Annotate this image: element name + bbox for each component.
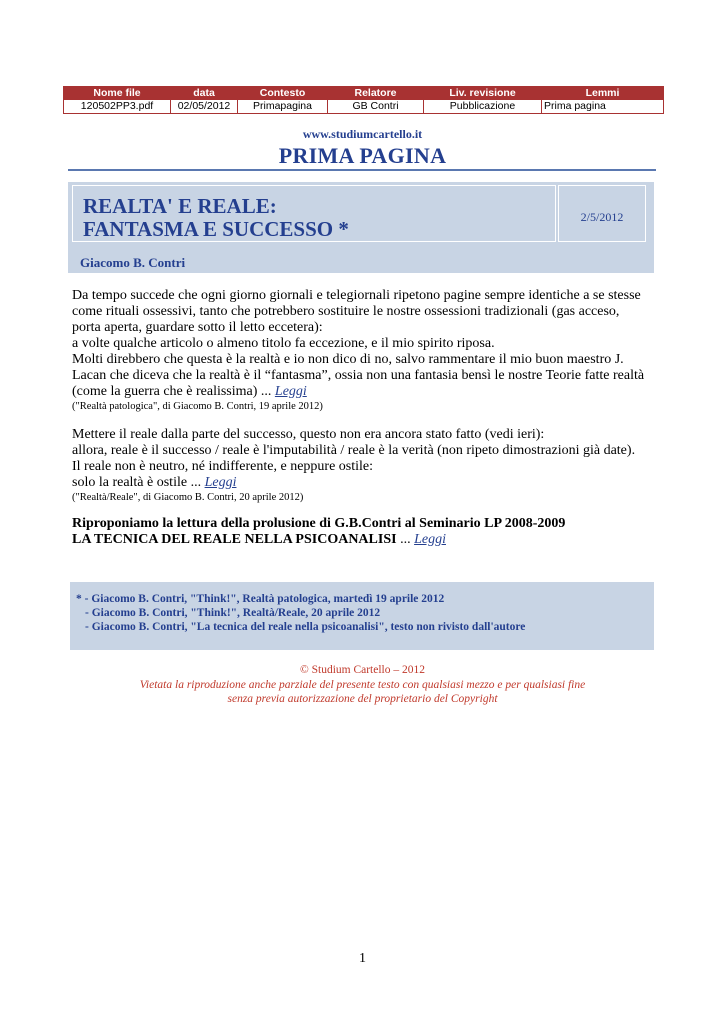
leggi-link-1[interactable]: Leggi — [274, 384, 307, 399]
title-cell — [72, 185, 556, 242]
cell-contesto: Primapagina — [238, 100, 328, 114]
leggi-link-3[interactable]: Leggi — [414, 532, 446, 547]
paragraph-1-line: Da tempo succede che ogni giorno giornali e telegiornali ripetono pagine sempre identiche a se stesse — [72, 288, 641, 303]
article-header-box — [68, 182, 654, 273]
paragraph-2-last-text: solo la realtà è ostile ... — [72, 475, 202, 490]
article-author: Giacomo B. Contri — [80, 255, 186, 270]
paragraph-1-source: ("Realtà patologica", di Giacomo B. Contri, 19 aprile 2012) — [72, 401, 323, 412]
metadata-row — [64, 100, 664, 114]
site-url[interactable]: www.studiumcartello.it — [302, 127, 423, 141]
cell-relatore: GB Contri — [328, 100, 424, 114]
paragraph-2 — [72, 427, 662, 505]
paragraph-2-line: Il reale non è neutro, né indifferente, e neppure ostile: — [72, 459, 374, 474]
notes-box — [70, 582, 654, 650]
riproponiamo-title: LA TECNICA DEL REALE NELLA PSICOANALISI — [72, 532, 397, 547]
riproponiamo-line2 — [72, 532, 662, 548]
article-title-line2: FANTASMA E SUCCESSO * — [83, 217, 349, 241]
cell-liv-revisione: Pubblicazione — [424, 100, 542, 114]
paragraph-2-source: ("Realtà/Reale", di Giacomo B. Contri, 20 aprile 2012) — [72, 492, 304, 503]
paragraph-1-line: porta aperta, guardare sotto il letto eccetera): — [72, 320, 323, 335]
cell-data: 02/05/2012 — [171, 100, 238, 114]
cell-nome-file: 120502PP3.pdf — [64, 100, 171, 114]
note-item: - Giacomo B. Contri, "Think!", Realtà/Reale, 20 aprile 2012 — [85, 607, 381, 619]
metadata-table — [63, 86, 664, 114]
paragraph-1-line: come rituali ossessivi, tanto che potrebbero sostituire le nostre ossessioni tradizionali (gas acceso, — [72, 304, 620, 319]
header-nome-file: Nome file — [64, 87, 171, 100]
paragraph-1-line: Lacan che diceva che la realtà è il “fantasma”, ossia non una fantasia bensì le nostre Teorie fatte realtà — [72, 368, 645, 383]
riproponiamo-ellipsis: ... — [400, 532, 411, 547]
section-title: PRIMA PAGINA — [278, 143, 447, 168]
paragraph-1-line: a volte qualche articolo o almeno titolo fa eccezione, e il mio spirito riposa. — [72, 336, 495, 351]
paragraph-1 — [72, 288, 662, 414]
paragraph-1-last-text: (come la guerra che è realissima) ... — [72, 384, 272, 399]
paragraph-2-last-line — [72, 475, 662, 491]
cell-lemmi: Prima pagina — [542, 100, 664, 114]
header-liv-revisione: Liv. revisione — [424, 87, 542, 100]
copyright-warning-line2: senza previa autorizzazione del proprietario del Copyright — [227, 693, 498, 705]
header-contesto: Contesto — [238, 87, 328, 100]
section-divider — [68, 169, 656, 171]
leggi-link-2[interactable]: Leggi — [204, 475, 237, 490]
paragraph-1-last-line — [72, 384, 662, 400]
page-number: 1 — [359, 951, 366, 966]
copyright: © Studium Cartello – 2012 — [299, 664, 425, 676]
paragraph-2-line: Mettere il reale dalla parte del successo, questo non era ancora stato fatto (vedi ieri): — [72, 427, 545, 442]
riproponiamo-block — [72, 516, 662, 548]
copyright-warning-line1: Vietata la riproduzione anche parziale del presente testo con qualsiasi mezzo e per qualsiasi fine — [139, 679, 586, 691]
note-item: * - Giacomo B. Contri, "Think!", Realtà patologica, martedì 19 aprile 2012 — [76, 593, 445, 605]
header-data: data — [171, 87, 238, 100]
paragraph-2-line: allora, reale è il successo / reale è l'imputabilità / reale è la verità (non ripeto dimostrazioni già date). — [72, 443, 636, 458]
paragraph-1-line: Molti direbbero che questa è la realtà e io non dico di no, salvo rammentare il mio buon maestro J. — [72, 352, 624, 367]
header-lemmi: Lemmi — [542, 87, 664, 100]
riproponiamo-line1: Riproponiamo la lettura della prolusione di G.B.Contri al Seminario LP 2008-2009 — [72, 516, 566, 531]
article-date: 2/5/2012 — [580, 210, 624, 224]
header-relatore: Relatore — [328, 87, 424, 100]
metadata-header-row — [64, 87, 664, 100]
date-cell — [558, 185, 646, 242]
article-title-line1: REALTA' E REALE: — [83, 194, 277, 218]
note-item: - Giacomo B. Contri, "La tecnica del reale nella psicoanalisi", testo non rivisto dall'autore — [85, 621, 526, 633]
article-title — [83, 195, 349, 241]
